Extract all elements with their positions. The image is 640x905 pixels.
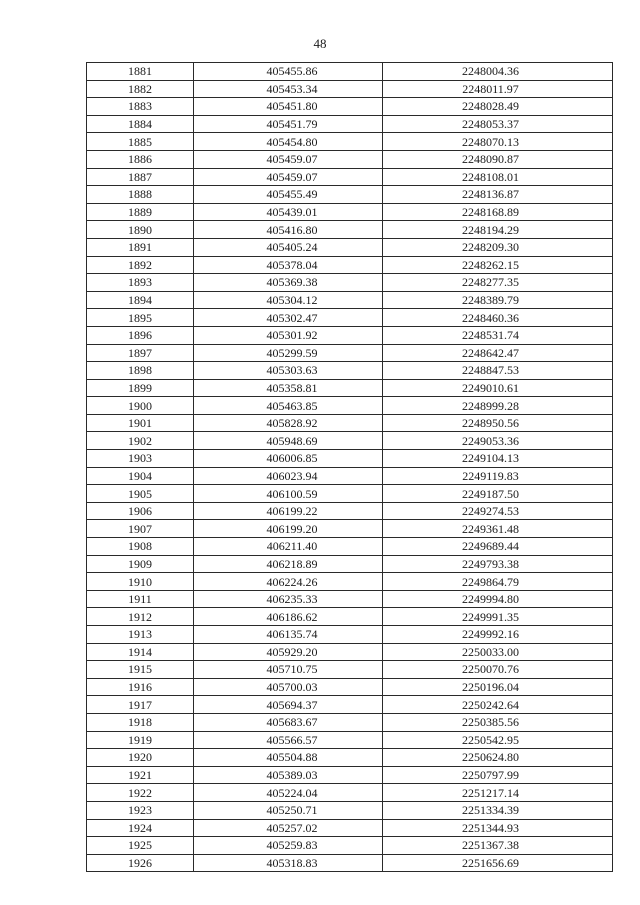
table-row	[87, 397, 613, 415]
y-coordinate-cell: 2250196.04	[383, 678, 613, 696]
x-coordinate-cell: 405463.85	[194, 397, 383, 415]
point-number-cell: 1886	[87, 150, 194, 168]
y-coordinate-cell: 2248136.87	[383, 186, 613, 204]
y-coordinate-cell: 2248460.36	[383, 309, 613, 327]
y-coordinate-cell: 2251217.14	[383, 784, 613, 802]
table-row	[87, 133, 613, 151]
x-coordinate-cell: 405304.12	[194, 291, 383, 309]
y-coordinate-cell: 2249992.16	[383, 626, 613, 644]
y-coordinate-cell: 2248168.89	[383, 203, 613, 221]
x-coordinate-cell: 406135.74	[194, 626, 383, 644]
x-coordinate-cell: 405828.92	[194, 414, 383, 432]
x-coordinate-cell: 405250.71	[194, 801, 383, 819]
x-coordinate-cell: 405453.34	[194, 80, 383, 98]
point-number-cell: 1917	[87, 696, 194, 714]
table-row	[87, 115, 613, 133]
y-coordinate-cell: 2248194.29	[383, 221, 613, 239]
table-row	[87, 626, 613, 644]
point-number-cell: 1902	[87, 432, 194, 450]
y-coordinate-cell: 2249274.53	[383, 502, 613, 520]
x-coordinate-cell: 405710.75	[194, 661, 383, 679]
x-coordinate-cell: 406211.40	[194, 538, 383, 556]
x-coordinate-cell: 406199.22	[194, 502, 383, 520]
point-number-cell: 1908	[87, 538, 194, 556]
x-coordinate-cell: 405259.83	[194, 837, 383, 855]
y-coordinate-cell: 2248028.49	[383, 98, 613, 116]
point-number-cell: 1922	[87, 784, 194, 802]
x-coordinate-cell: 406006.85	[194, 450, 383, 468]
y-coordinate-cell: 2249010.61	[383, 379, 613, 397]
y-coordinate-cell: 2249864.79	[383, 573, 613, 591]
table-row	[87, 203, 613, 221]
x-coordinate-cell: 405257.02	[194, 819, 383, 837]
table-row	[87, 432, 613, 450]
point-number-cell: 1903	[87, 450, 194, 468]
point-number-cell: 1895	[87, 309, 194, 327]
x-coordinate-cell: 405369.38	[194, 274, 383, 292]
table-row	[87, 467, 613, 485]
table-row	[87, 696, 613, 714]
table-row	[87, 590, 613, 608]
y-coordinate-cell: 2248642.47	[383, 344, 613, 362]
x-coordinate-cell: 406100.59	[194, 485, 383, 503]
x-coordinate-cell: 405459.07	[194, 150, 383, 168]
x-coordinate-cell: 405948.69	[194, 432, 383, 450]
point-number-cell: 1924	[87, 819, 194, 837]
y-coordinate-cell: 2248011.97	[383, 80, 613, 98]
table-row	[87, 238, 613, 256]
y-coordinate-cell: 2248847.53	[383, 362, 613, 380]
y-coordinate-cell: 2249104.13	[383, 450, 613, 468]
x-coordinate-cell: 405683.67	[194, 713, 383, 731]
table-row	[87, 555, 613, 573]
table-row	[87, 168, 613, 186]
y-coordinate-cell: 2248090.87	[383, 150, 613, 168]
x-coordinate-cell: 406186.62	[194, 608, 383, 626]
y-coordinate-cell: 2248004.36	[383, 63, 613, 81]
y-coordinate-cell: 2248053.37	[383, 115, 613, 133]
point-number-cell: 1883	[87, 98, 194, 116]
point-number-cell: 1882	[87, 80, 194, 98]
point-number-cell: 1884	[87, 115, 194, 133]
y-coordinate-cell: 2249793.38	[383, 555, 613, 573]
y-coordinate-cell: 2249361.48	[383, 520, 613, 538]
x-coordinate-cell: 406218.89	[194, 555, 383, 573]
point-number-cell: 1914	[87, 643, 194, 661]
point-number-cell: 1907	[87, 520, 194, 538]
y-coordinate-cell: 2250242.64	[383, 696, 613, 714]
x-coordinate-cell: 406224.26	[194, 573, 383, 591]
x-coordinate-cell: 405929.20	[194, 643, 383, 661]
point-number-cell: 1905	[87, 485, 194, 503]
x-coordinate-cell: 405439.01	[194, 203, 383, 221]
point-number-cell: 1912	[87, 608, 194, 626]
y-coordinate-cell: 2250542.95	[383, 731, 613, 749]
table-row	[87, 450, 613, 468]
x-coordinate-cell: 405416.80	[194, 221, 383, 239]
y-coordinate-cell: 2248277.35	[383, 274, 613, 292]
table-row	[87, 80, 613, 98]
y-coordinate-cell: 2249994.80	[383, 590, 613, 608]
point-number-cell: 1916	[87, 678, 194, 696]
x-coordinate-cell: 406199.20	[194, 520, 383, 538]
y-coordinate-cell: 2249991.35	[383, 608, 613, 626]
table-row	[87, 784, 613, 802]
point-number-cell: 1910	[87, 573, 194, 591]
x-coordinate-cell: 405318.83	[194, 854, 383, 872]
table-row	[87, 221, 613, 239]
x-coordinate-cell: 405405.24	[194, 238, 383, 256]
y-coordinate-cell: 2250385.56	[383, 713, 613, 731]
point-number-cell: 1909	[87, 555, 194, 573]
point-number-cell: 1901	[87, 414, 194, 432]
y-coordinate-cell: 2249053.36	[383, 432, 613, 450]
table-row	[87, 274, 613, 292]
table-row	[87, 502, 613, 520]
table-row	[87, 713, 613, 731]
table-row	[87, 309, 613, 327]
table-row	[87, 854, 613, 872]
y-coordinate-cell: 2251367.38	[383, 837, 613, 855]
table-row	[87, 362, 613, 380]
x-coordinate-cell: 405451.79	[194, 115, 383, 133]
y-coordinate-cell: 2248108.01	[383, 168, 613, 186]
table-row	[87, 256, 613, 274]
point-number-cell: 1898	[87, 362, 194, 380]
table-row	[87, 749, 613, 767]
y-coordinate-cell: 2251344.93	[383, 819, 613, 837]
y-coordinate-cell: 2250033.00	[383, 643, 613, 661]
y-coordinate-cell: 2248070.13	[383, 133, 613, 151]
y-coordinate-cell: 2251334.39	[383, 801, 613, 819]
point-number-cell: 1911	[87, 590, 194, 608]
table-row	[87, 63, 613, 81]
point-number-cell: 1921	[87, 766, 194, 784]
x-coordinate-cell: 405504.88	[194, 749, 383, 767]
x-coordinate-cell: 406023.94	[194, 467, 383, 485]
point-number-cell: 1919	[87, 731, 194, 749]
point-number-cell: 1889	[87, 203, 194, 221]
y-coordinate-cell: 2251656.69	[383, 854, 613, 872]
point-number-cell: 1881	[87, 63, 194, 81]
point-number-cell: 1923	[87, 801, 194, 819]
point-number-cell: 1892	[87, 256, 194, 274]
table-row	[87, 678, 613, 696]
coordinate-table	[86, 62, 613, 872]
table-row	[87, 414, 613, 432]
point-number-cell: 1918	[87, 713, 194, 731]
point-number-cell: 1904	[87, 467, 194, 485]
x-coordinate-cell: 405378.04	[194, 256, 383, 274]
x-coordinate-cell: 405303.63	[194, 362, 383, 380]
point-number-cell: 1925	[87, 837, 194, 855]
point-number-cell: 1896	[87, 326, 194, 344]
point-number-cell: 1913	[87, 626, 194, 644]
point-number-cell: 1887	[87, 168, 194, 186]
point-number-cell: 1900	[87, 397, 194, 415]
y-coordinate-cell: 2249187.50	[383, 485, 613, 503]
x-coordinate-cell: 405299.59	[194, 344, 383, 362]
x-coordinate-cell: 405454.80	[194, 133, 383, 151]
table-row	[87, 661, 613, 679]
table-row	[87, 608, 613, 626]
point-number-cell: 1890	[87, 221, 194, 239]
point-number-cell: 1893	[87, 274, 194, 292]
x-coordinate-cell: 405301.92	[194, 326, 383, 344]
table-row	[87, 573, 613, 591]
table-row	[87, 520, 613, 538]
y-coordinate-cell: 2250797.99	[383, 766, 613, 784]
y-coordinate-cell: 2248950.56	[383, 414, 613, 432]
table-row	[87, 98, 613, 116]
table-row	[87, 819, 613, 837]
table-row	[87, 344, 613, 362]
x-coordinate-cell: 405694.37	[194, 696, 383, 714]
x-coordinate-cell: 405455.49	[194, 186, 383, 204]
x-coordinate-cell: 405389.03	[194, 766, 383, 784]
x-coordinate-cell: 405451.80	[194, 98, 383, 116]
table-row	[87, 538, 613, 556]
table-row	[87, 731, 613, 749]
y-coordinate-cell: 2250624.80	[383, 749, 613, 767]
x-coordinate-cell: 405566.57	[194, 731, 383, 749]
point-number-cell: 1897	[87, 344, 194, 362]
y-coordinate-cell: 2249119.83	[383, 467, 613, 485]
y-coordinate-cell: 2248209.30	[383, 238, 613, 256]
point-number-cell: 1885	[87, 133, 194, 151]
point-number-cell: 1899	[87, 379, 194, 397]
y-coordinate-cell: 2248531.74	[383, 326, 613, 344]
coordinate-table-body	[87, 63, 613, 872]
x-coordinate-cell: 405302.47	[194, 309, 383, 327]
table-row	[87, 766, 613, 784]
table-row	[87, 801, 613, 819]
table-row	[87, 643, 613, 661]
point-number-cell: 1891	[87, 238, 194, 256]
y-coordinate-cell: 2248262.15	[383, 256, 613, 274]
point-number-cell: 1920	[87, 749, 194, 767]
x-coordinate-cell: 405700.03	[194, 678, 383, 696]
table-row	[87, 291, 613, 309]
table-row	[87, 379, 613, 397]
x-coordinate-cell: 405455.86	[194, 63, 383, 81]
y-coordinate-cell: 2250070.76	[383, 661, 613, 679]
point-number-cell: 1888	[87, 186, 194, 204]
x-coordinate-cell: 405459.07	[194, 168, 383, 186]
x-coordinate-cell: 405224.04	[194, 784, 383, 802]
table-row	[87, 326, 613, 344]
y-coordinate-cell: 2248999.28	[383, 397, 613, 415]
point-number-cell: 1926	[87, 854, 194, 872]
y-coordinate-cell: 2248389.79	[383, 291, 613, 309]
table-row	[87, 186, 613, 204]
table-row	[87, 837, 613, 855]
point-number-cell: 1915	[87, 661, 194, 679]
point-number-cell: 1894	[87, 291, 194, 309]
point-number-cell: 1906	[87, 502, 194, 520]
table-row	[87, 150, 613, 168]
x-coordinate-cell: 405358.81	[194, 379, 383, 397]
table-row	[87, 485, 613, 503]
x-coordinate-cell: 406235.33	[194, 590, 383, 608]
y-coordinate-cell: 2249689.44	[383, 538, 613, 556]
page-number: 48	[313, 36, 327, 51]
